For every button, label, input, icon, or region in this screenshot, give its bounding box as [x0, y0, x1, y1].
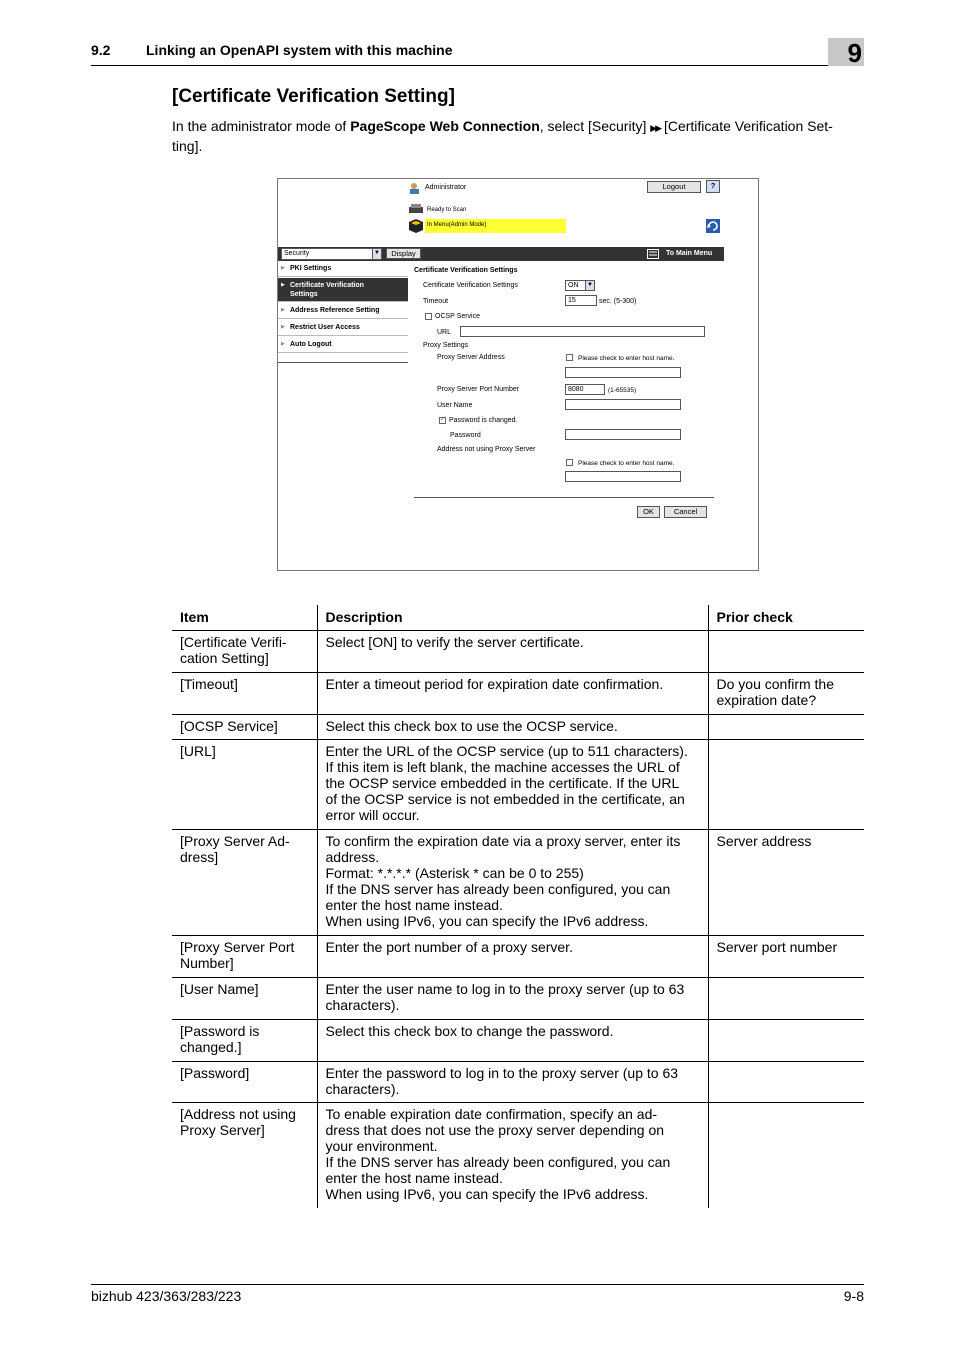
cell-item [172, 935, 317, 977]
cell-description [317, 1019, 708, 1061]
cell-line: Enter a timeout period for expiration date confirmation. [325, 675, 664, 692]
cell-description [317, 714, 708, 739]
cell-line: When using IPv6, you can specify the IPv6 address. [325, 912, 649, 929]
cell-line: Do you confirm the [716, 675, 834, 692]
cell-description [317, 1102, 708, 1208]
section-title: Linking an OpenAPI system with this machine [146, 42, 453, 58]
url-label: URL [437, 329, 452, 336]
sidebar-item-label: Auto Logout [290, 341, 332, 348]
proxy-port-input[interactable]: 8080 [565, 384, 605, 395]
cell-line: Enter the URL of the OCSP service (up to 511 characters). [325, 742, 688, 759]
cell-item [172, 714, 317, 739]
cell-line: [Timeout] [180, 675, 238, 692]
sidebar-item-auto-logout[interactable] [278, 337, 408, 353]
table-row [172, 1102, 864, 1208]
form-section-title: Certificate Verification Settings [414, 267, 518, 274]
cell-prior-check [708, 672, 864, 714]
cell-line: Select this check box to use the OCSP service. [325, 717, 618, 734]
cell-line: To confirm the expiration date via a proxy server, enter its [325, 832, 681, 849]
cell-prior-check [708, 1061, 864, 1102]
page-footer [91, 1284, 864, 1308]
proxy-host-name-label: Please check to enter host name. [578, 355, 675, 362]
address-not-proxy-input[interactable] [565, 471, 681, 482]
password-changed-checkbox[interactable] [439, 417, 446, 424]
cell-line: expiration date? [716, 691, 817, 708]
cell-line: If the DNS server has already been configured, you can [325, 1153, 671, 1170]
cell-item [172, 630, 317, 672]
footer-page-number: 9-8 [843, 1288, 864, 1304]
sidebar-item-label-line2: Settings [290, 291, 318, 298]
cell-line: [Proxy Server Port [180, 938, 295, 955]
cell-line: Server port number [716, 938, 838, 955]
table-row [172, 739, 864, 829]
footer-product: bizhub 423/363/283/223 [91, 1288, 242, 1304]
column-header-description: Description [317, 605, 708, 630]
scanner-icon [409, 204, 423, 216]
cell-line: [OCSP Service] [180, 717, 278, 734]
cell-line: Enter the user name to log in to the proxy server (up to 63 [325, 980, 685, 997]
cancel-button[interactable]: Cancel [664, 506, 707, 518]
cell-description [317, 977, 708, 1019]
column-header-item: Item [172, 605, 317, 630]
cell-line: [URL] [180, 742, 216, 759]
to-main-menu-link[interactable]: To Main Menu [666, 250, 713, 257]
administrator-label: Administrator [425, 184, 467, 191]
cell-description [317, 672, 708, 714]
cell-line: dress that does not use the proxy server depending on [325, 1121, 665, 1138]
table-row [172, 630, 864, 672]
intro-suffix-2: ting]. [172, 138, 203, 154]
intro-app-name: PageScope Web Connection [350, 118, 540, 134]
status-ready-text: Ready to Scan [427, 207, 467, 213]
help-button[interactable]: ? [706, 180, 720, 193]
cell-line: Select [ON] to verify the server certificate. [325, 633, 584, 650]
cell-item [172, 672, 317, 714]
cell-line: If the DNS server has already been configured, you can [325, 880, 671, 897]
table-row [172, 672, 864, 714]
cell-item [172, 829, 317, 935]
chevron-down-icon: ▼ [372, 249, 381, 259]
cell-line: Proxy Server] [180, 1121, 265, 1138]
cell-line: Enter the port number of a proxy server. [325, 938, 573, 955]
intro-paragraph [172, 117, 864, 155]
user-name-input[interactable] [565, 399, 681, 410]
cell-item [172, 739, 317, 829]
chevron-down-icon: ▼ [585, 281, 594, 290]
sidebar-item-address-reference[interactable] [278, 303, 408, 319]
cell-prior-check [708, 977, 864, 1019]
intro-suffix-1: [Certificate Verification Set- [660, 118, 833, 134]
cell-line: Select this check box to change the password. [325, 1022, 614, 1039]
cell-line: [Address not using [180, 1105, 296, 1122]
cell-line: enter the host name instead. [325, 896, 503, 913]
table-body [172, 630, 864, 1208]
cell-line: Enter the password to log in to the proxy server (up to 63 [325, 1064, 679, 1081]
table-header-row [172, 605, 864, 630]
table-row [172, 977, 864, 1019]
cell-description [317, 829, 708, 935]
cell-item [172, 1061, 317, 1102]
no-proxy-host-name-checkbox[interactable] [566, 459, 573, 466]
ocsp-service-checkbox[interactable] [425, 313, 432, 320]
cell-prior-check [708, 1102, 864, 1208]
cell-line: [Certificate Verifi- [180, 633, 287, 650]
cell-item [172, 1019, 317, 1061]
display-button[interactable]: Display [386, 248, 421, 259]
cell-line: your environment. [325, 1137, 438, 1154]
admin-mode-highlight [425, 219, 566, 233]
table-row [172, 829, 864, 935]
cell-prior-check [708, 714, 864, 739]
cell-prior-check [708, 829, 864, 935]
cert-setting-label: Certificate Verification Settings [423, 282, 518, 289]
cell-line: [Password] [180, 1064, 250, 1081]
no-proxy-host-name-label: Please check to enter host name. [578, 460, 675, 467]
url-input[interactable] [460, 326, 705, 337]
sidebar-item-pki-settings[interactable] [278, 261, 408, 277]
category-select[interactable] [281, 248, 382, 260]
cell-description [317, 739, 708, 829]
cell-item [172, 1102, 317, 1208]
machine-icon [409, 219, 423, 233]
cert-setting-value: ON [568, 282, 579, 289]
timeout-input[interactable]: 15 [565, 295, 597, 306]
chapter-tab: 9 [828, 38, 864, 66]
table-row [172, 1061, 864, 1102]
status-admin-mode-text: In Menu(Admin Mode) [427, 222, 487, 228]
proxy-port-label: Proxy Server Port Number [437, 386, 520, 393]
proxy-address-label: Proxy Server Address [437, 354, 505, 361]
ok-button[interactable]: OK [637, 506, 660, 518]
password-input[interactable] [565, 429, 681, 440]
cell-line: cation Setting] [180, 649, 269, 666]
cell-prior-check [708, 1019, 864, 1061]
timeout-label: Timeout [423, 298, 449, 305]
cell-line: changed.] [180, 1038, 242, 1055]
logout-button[interactable]: Logout [647, 181, 701, 193]
sidebar-item-label: Certificate Verification [290, 282, 364, 289]
cell-prior-check [708, 630, 864, 672]
password-changed-label: Password is changed. [449, 417, 518, 424]
settings-table [172, 605, 864, 1208]
proxy-port-hint: (1-65535) [608, 387, 637, 394]
sidebar-item-certificate-verification[interactable] [278, 278, 408, 302]
form-divider [414, 497, 714, 498]
table-row [172, 935, 864, 977]
cell-line: dress] [180, 848, 219, 865]
page-title: [Certificate Verification Setting] [172, 86, 455, 107]
proxy-address-input[interactable] [565, 367, 681, 378]
timeout-hint: sec. (5-300) [599, 298, 637, 305]
sidebar-item-label: Address Reference Setting [290, 307, 380, 314]
cell-line: Number] [180, 954, 234, 971]
cell-line: To enable expiration date confirmation, specify an ad- [325, 1105, 658, 1122]
cell-description [317, 630, 708, 672]
sidebar-item-restrict-user-access[interactable] [278, 320, 408, 336]
cell-prior-check [708, 739, 864, 829]
cell-line: Format: *.*.*.* (Asterisk * can be 0 to 255) [325, 864, 584, 881]
cell-line: characters). [325, 1080, 400, 1097]
double-arrow-icon: ▶▶ [650, 123, 661, 133]
cell-line: characters). [325, 996, 400, 1013]
page-header [91, 42, 864, 66]
cell-line: enter the host name instead. [325, 1169, 503, 1186]
section-number: 9.2 [91, 42, 111, 58]
ocsp-service-label: OCSP Service [435, 313, 480, 320]
web-connection-screenshot [277, 178, 759, 571]
intro-middle: , select [Security] [539, 118, 651, 134]
column-header-prior-check: Prior check [708, 605, 864, 630]
refresh-icon[interactable] [706, 219, 720, 233]
cert-setting-select[interactable] [565, 280, 595, 291]
main-menu-icon [647, 249, 659, 259]
cell-line: of the OCSP service is not embedded in the certificate, an [325, 790, 685, 807]
proxy-host-name-checkbox[interactable] [566, 354, 573, 361]
cell-line: the OCSP service embedded in the certificate. If the URL [325, 774, 680, 791]
user-name-label: User Name [437, 402, 473, 409]
sidebar-item-label: PKI Settings [290, 265, 332, 272]
cell-line: error will occur. [325, 806, 420, 823]
cell-description [317, 935, 708, 977]
cell-line: If this item is left blank, the machine accesses the URL of [325, 758, 680, 775]
cell-line: [User Name] [180, 980, 259, 997]
table-row [172, 714, 864, 739]
address-not-proxy-label: Address not using Proxy Server [437, 446, 536, 453]
sidebar-divider [278, 362, 408, 363]
cell-line: Server address [716, 832, 812, 849]
password-label: Password [450, 432, 481, 439]
sidebar-item-label: Restrict User Access [290, 324, 360, 331]
cell-item [172, 977, 317, 1019]
cell-line: [Password is [180, 1022, 260, 1039]
intro-prefix: In the administrator mode of [172, 118, 351, 134]
administrator-icon [409, 182, 423, 194]
category-select-value: Security [284, 250, 310, 257]
cell-description [317, 1061, 708, 1102]
cell-line: address. [325, 848, 380, 865]
table-row [172, 1019, 864, 1061]
cell-prior-check [708, 935, 864, 977]
cell-line: [Proxy Server Ad- [180, 832, 290, 849]
proxy-settings-label: Proxy Settings [423, 342, 469, 349]
cell-line: When using IPv6, you can specify the IPv6 address. [325, 1185, 649, 1202]
